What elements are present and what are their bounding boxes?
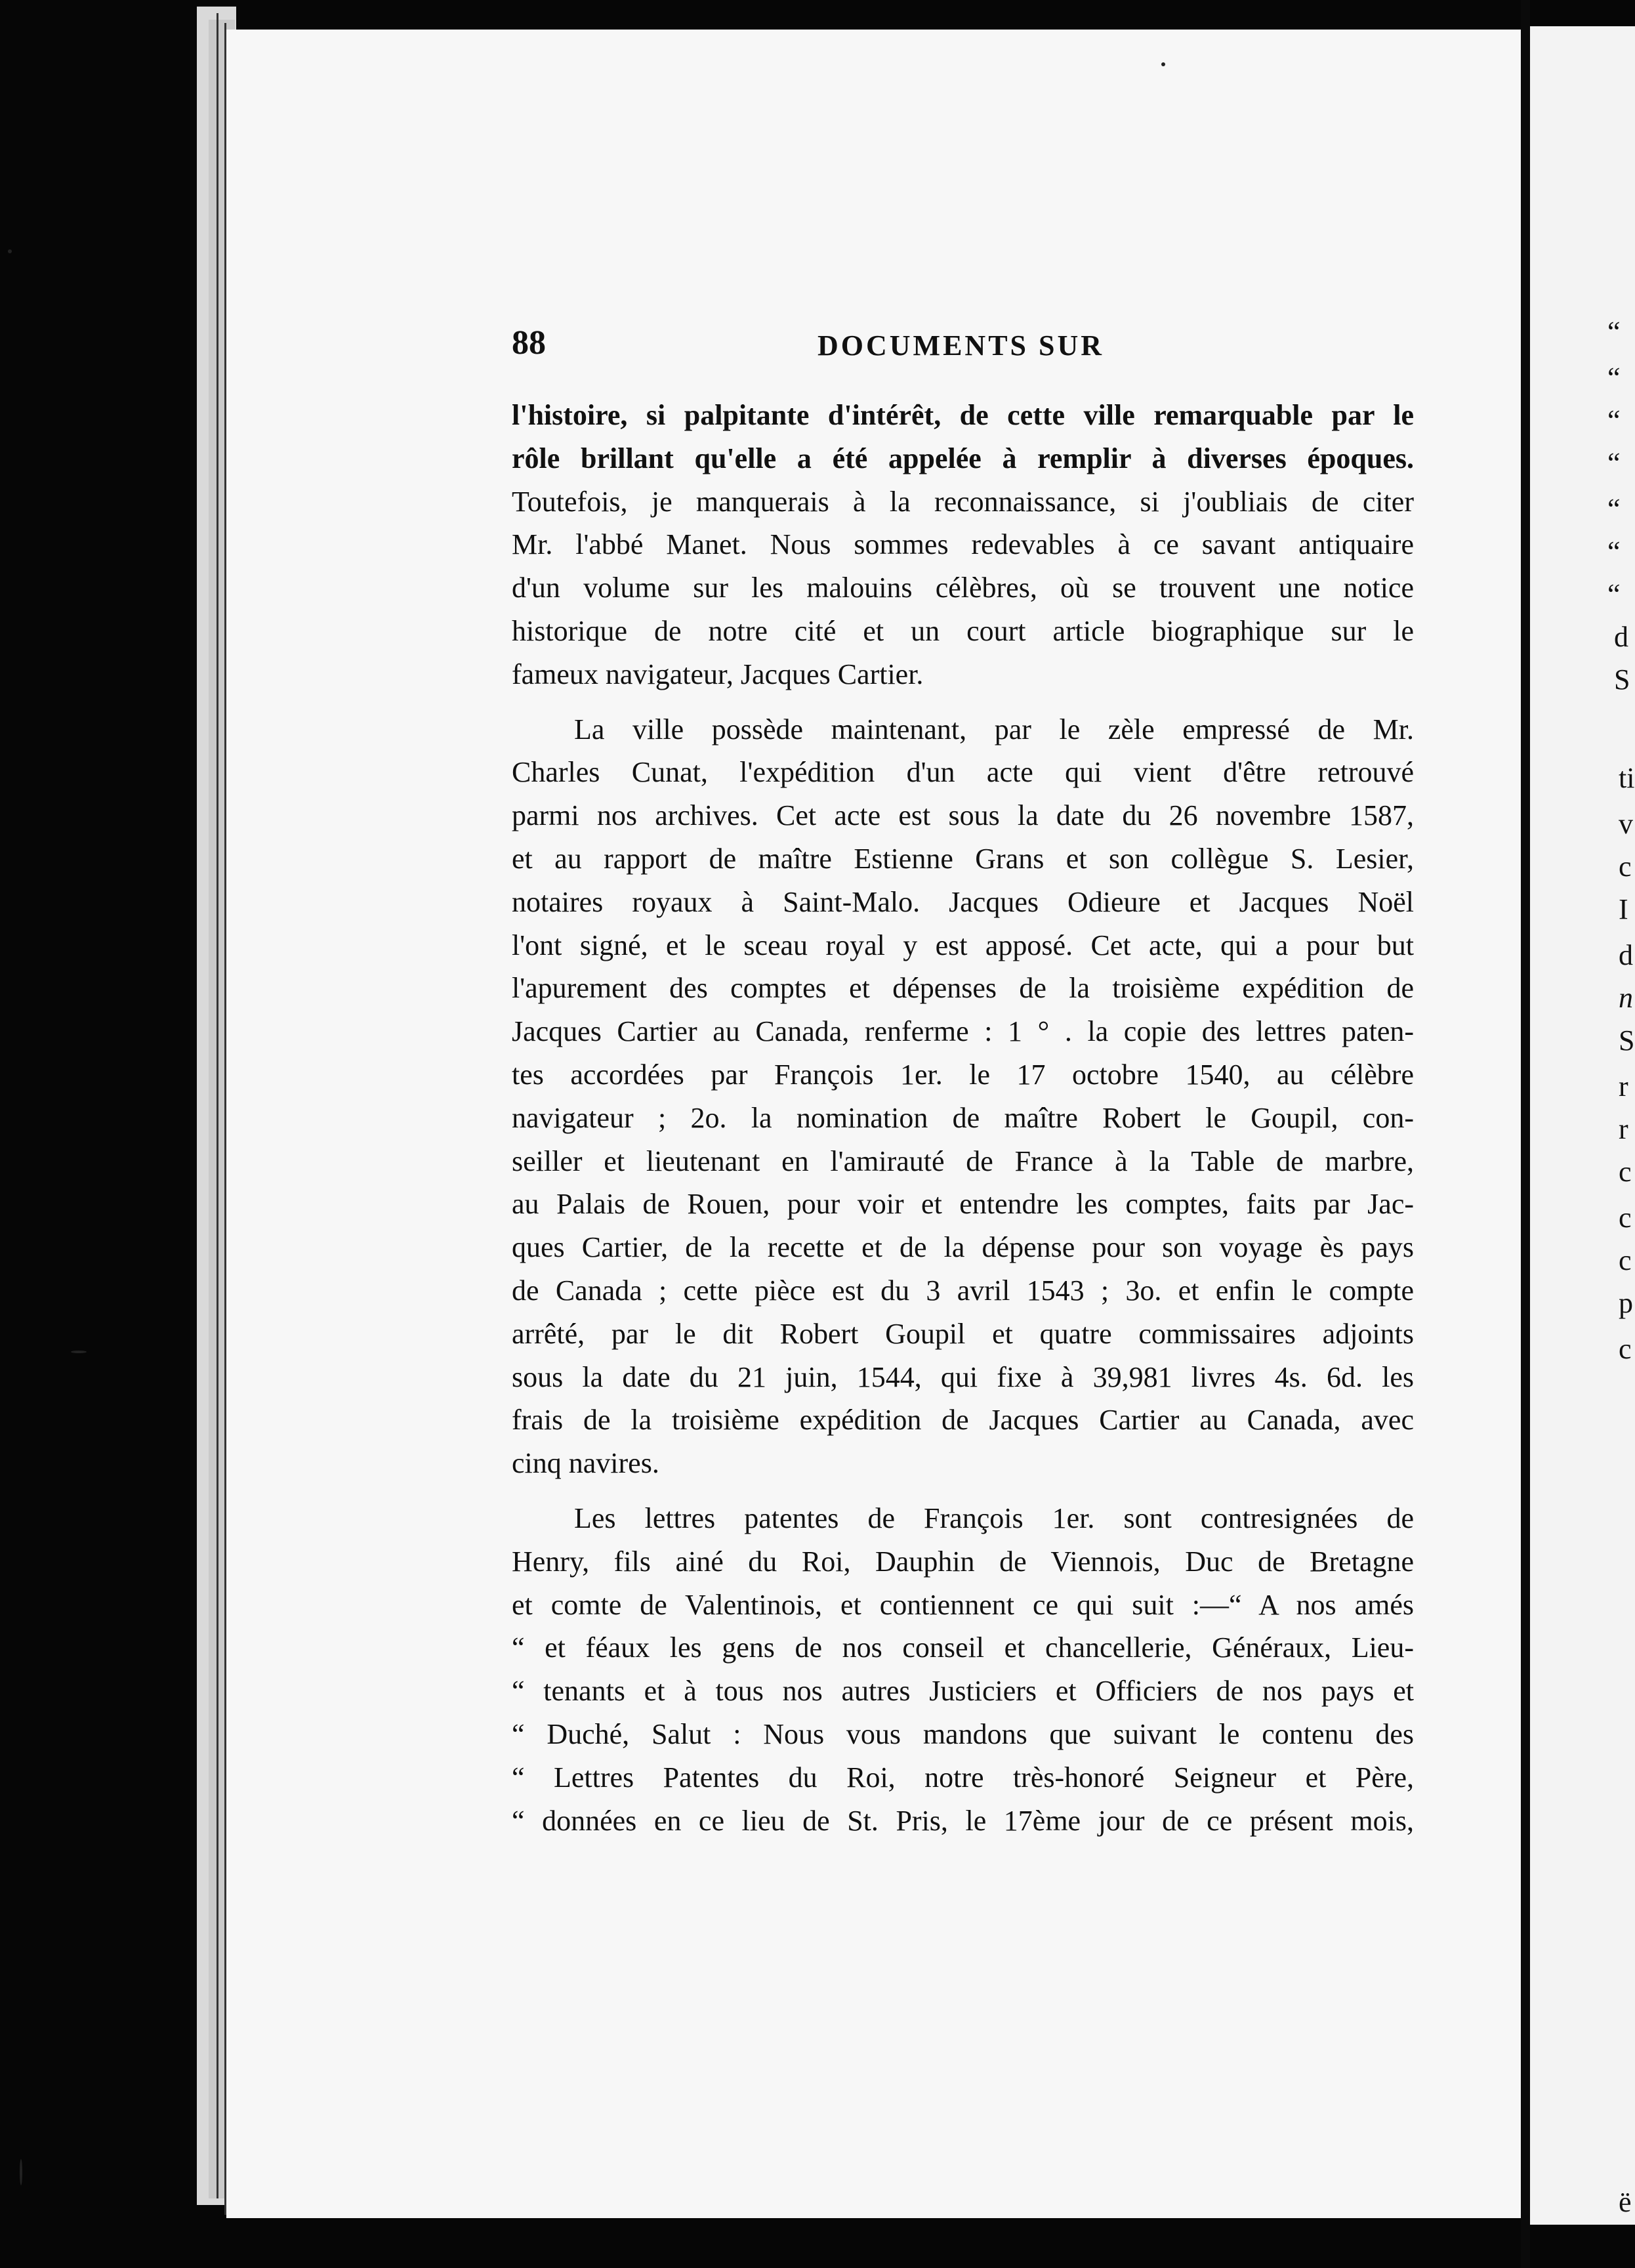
text-line: tes accordées par François 1er. le 17 octobre 1540, au célèbre: [512, 1058, 1414, 1091]
text-line: l'apurement des comptes et dépenses de la troisième expédition de: [512, 972, 1414, 1005]
paragraph: [512, 394, 1414, 696]
running-head: DOCUMENTS SUR: [818, 329, 1105, 362]
text-line: au Palais de Rouen, pour voir et entendre les comptes, faits par Jac-: [512, 1188, 1414, 1221]
facing-page-fragment: “: [1607, 578, 1621, 610]
text-line: Toutefois, je manquerais à la reconnaissance, si j'oubliais de citer: [512, 485, 1414, 518]
text-line: Henry, fils ainé du Roi, Dauphin de Viennois, Duc de Bretagne: [512, 1545, 1414, 1578]
text-line: parmi nos archives. Cet acte est sous la date du 26 novembre 1587,: [512, 799, 1414, 832]
facing-page-fragment: ti: [1619, 762, 1635, 794]
facing-page-fragment: c: [1619, 1333, 1632, 1365]
facing-page-fragment: “: [1607, 493, 1621, 525]
paragraph: [512, 708, 1414, 1485]
facing-page-fragment: c: [1619, 850, 1632, 883]
text-line: “ Duché, Salut : Nous vous mandons que suivant le contenu des: [512, 1717, 1414, 1750]
facing-page-fragment: r: [1619, 1070, 1628, 1102]
page-number: 88: [512, 324, 546, 362]
facing-page-fragment: “: [1607, 362, 1621, 394]
text-line: sous la date du 21 juin, 1544, qui fixe à 39,981 livres 4s. 6d. les: [512, 1360, 1414, 1393]
facing-page-fragment: S: [1619, 1024, 1635, 1057]
text-line: d'un volume sur les malouins célèbres, où se trouvent une notice: [512, 572, 1414, 604]
facing-page-fragment: I: [1619, 893, 1628, 925]
text-line: et au rapport de maître Estienne Grans et son collègue S. Lesier,: [512, 842, 1414, 875]
facing-page-fragment: S: [1614, 663, 1630, 696]
facing-page-fragment: “: [1607, 316, 1621, 348]
facing-page-fragment: “: [1607, 404, 1621, 436]
text-line: de Canada ; cette pièce est du 3 avril 1543 ; 3o. et enfin le compte: [512, 1274, 1414, 1307]
scan-speck: [8, 249, 12, 253]
facing-page-fragment: d: [1619, 939, 1633, 971]
text-line: notaires royaux à Saint-Malo. Jacques Odieure et Jacques Noël: [512, 885, 1414, 918]
facing-page-fragment: ë: [1619, 2186, 1632, 2218]
text-line: et comte de Valentinois, et contiennent ce qui suit :—“ A nos amés: [512, 1588, 1414, 1621]
facing-page-fragment: “: [1607, 447, 1621, 479]
body-text: [512, 394, 1414, 1842]
text-line: l'histoire, si palpitante d'intérêt, de cette ville remarquable par le: [512, 399, 1414, 431]
text-line: seiller et lieutenant en l'amirauté de France à la Table de marbre,: [512, 1144, 1414, 1177]
text-line: frais de la troisième expédition de Jacques Cartier au Canada, avec: [512, 1404, 1414, 1437]
text-line: fameux navigateur, Jacques Cartier.: [512, 658, 924, 690]
text-line: rôle brillant qu'elle a été appelée à remplir à diverses époques.: [512, 442, 1414, 474]
text-line: ques Cartier, de la recette et de la dépense pour son voyage ès pays: [512, 1231, 1414, 1264]
text-line: Jacques Cartier au Canada, renferme : 1 ° . la copie des lettres paten-: [512, 1015, 1414, 1048]
scan-speck: [71, 1351, 87, 1353]
text-line: “ données en ce lieu de St. Pris, le 17ème jour de ce présent mois,: [512, 1804, 1414, 1837]
facing-page-fragment: r: [1619, 1113, 1628, 1145]
facing-page-fragment: c: [1619, 1202, 1632, 1234]
page-header: [512, 324, 1424, 369]
text-line: Les lettres patentes de François 1er. sont contresignées de: [574, 1502, 1414, 1534]
text-line: La ville possède maintenant, par le zèle empressé de Mr.: [574, 713, 1414, 746]
facing-page-fragment: p: [1619, 1287, 1633, 1319]
text-line: “ et féaux les gens de nos conseil et chancellerie, Généraux, Lieu-: [512, 1631, 1414, 1664]
text-line: Mr. l'abbé Manet. Nous sommes redevables à ce savant antiquaire: [512, 528, 1414, 561]
text-line: “ Lettres Patentes du Roi, notre très-honoré Seigneur et Père,: [512, 1761, 1414, 1794]
facing-page-fragment: v: [1619, 808, 1633, 840]
facing-page-fragment: “: [1607, 536, 1621, 568]
text-line: “ tenants et à tous nos autres Justiciers et Officiers de nos pays et: [512, 1675, 1414, 1708]
text-line: Charles Cunat, l'expédition d'un acte qui vient d'être retrouvé: [512, 756, 1414, 789]
text-line: l'ont signé, et le sceau royal y est apposé. Cet acte, qui a pour but: [512, 929, 1414, 961]
scan-speck: [1161, 62, 1165, 66]
page-edge-line: [217, 13, 218, 2198]
facing-page-fragment: c: [1619, 1244, 1632, 1276]
text-line: cinq navires.: [512, 1447, 659, 1480]
scan-speck: [20, 2159, 22, 2185]
book-gutter: [1521, 0, 1530, 2268]
facing-page-fragment: c: [1619, 1156, 1632, 1188]
facing-page: [1530, 26, 1635, 2225]
facing-page-fragment: d: [1614, 621, 1628, 653]
text-line: navigateur ; 2o. la nomination de maître Robert le Goupil, con-: [512, 1101, 1414, 1134]
facing-page-fragment: n: [1619, 982, 1633, 1014]
text-line: arrêté, par le dit Robert Goupil et quatre commissaires adjoints: [512, 1317, 1414, 1350]
paragraph: [512, 1497, 1414, 1842]
text-line: historique de notre cité et un court article biographique sur le: [512, 614, 1414, 647]
